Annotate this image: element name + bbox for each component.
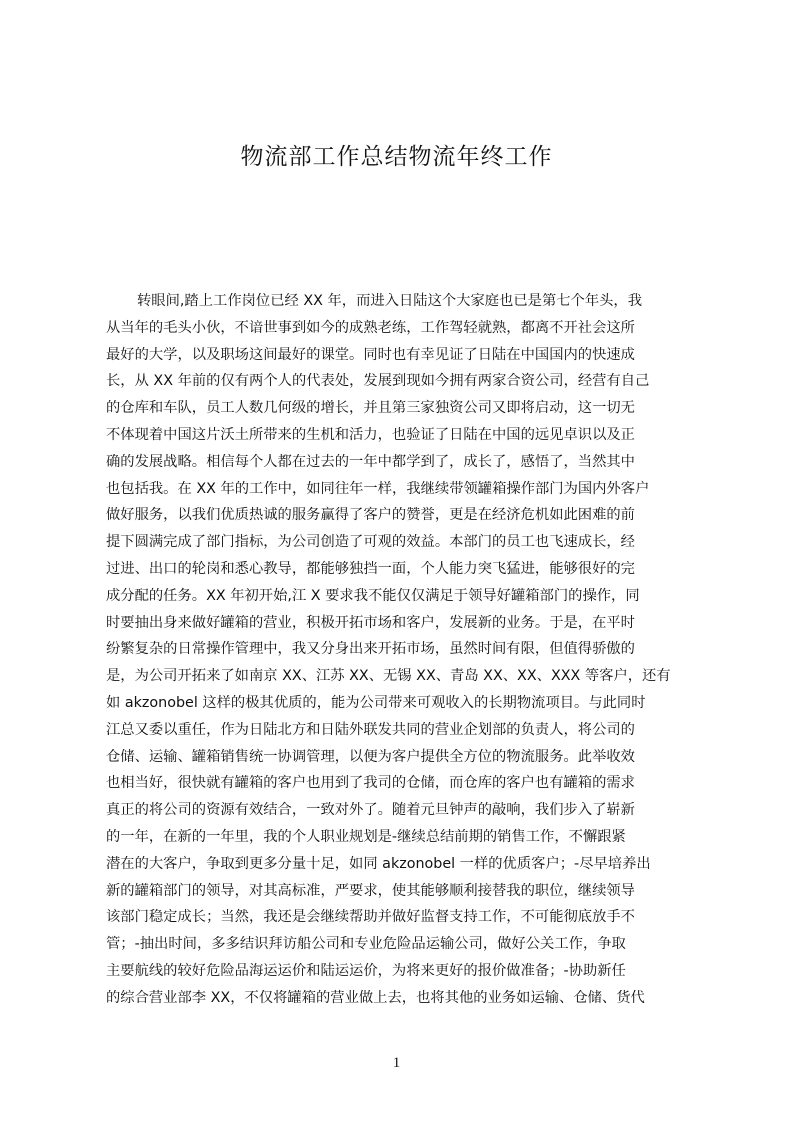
text-line: 仓储、运输、罐箱销售统一协调管理，以便为客户提供全方位的物流服务。此举收效 bbox=[106, 748, 635, 765]
text-line: 该部门稳定成长；当然，我还是会继续帮助并做好监督支持工作，不可能彻底放手不 bbox=[106, 909, 635, 926]
text-line: 的仓库和车队，员工人数几何级的增长，并且第三家独资公司又即将启动，这一切无 bbox=[106, 400, 635, 417]
text-line: 长，从 XX 年前的仅有两个人的代表处，发展到现如今拥有两家合资公司，经营有自己 bbox=[106, 373, 650, 390]
text-line: 做好服务，以我们优质热诚的服务赢得了客户的赞誉，更是在经济危机如此困难的前 bbox=[106, 507, 635, 524]
body-paragraph bbox=[106, 288, 700, 1018]
document-title: 物流部工作总结物流年终工作 bbox=[240, 144, 553, 170]
text-line: 新的罐箱部门的领导，对其高标准，严要求，使其能够顺利接替我的职位，继续领导 bbox=[106, 882, 635, 899]
text-line: 是，为公司开拓来了如南京 XX、江苏 XX、无锡 XX、青岛 XX、XX、XXX 等客户，还有 bbox=[106, 668, 671, 685]
text-line: 潜在的大客户，争取到更多分量十足，如同 akzonobel 一样的优质客户；-尽早培养出 bbox=[106, 855, 651, 872]
text-line: 纷繁复杂的日常操作管理中，我又分身出来开拓市场，虽然时间有限，但值得骄傲的 bbox=[106, 641, 635, 658]
text-line: 的一年，在新的一年里，我的个人职业规划是-继续总结前期的销售工作，不懈跟紧 bbox=[106, 828, 626, 845]
text-line: 的综合营业部李 XX，不仅将罐箱的营业做上去，也将其他的业务如运输、仓储、货代 bbox=[106, 989, 645, 1006]
text-line: 也包括我。在 XX 年的工作中，如同往年一样，我继续带领罐箱操作部门为国内外客户 bbox=[106, 480, 650, 497]
text-line: 主要航线的较好危险品海运运价和陆运运价，为将来更好的报价做准备；-协助新任 bbox=[106, 962, 626, 979]
page-number: 1 bbox=[392, 1055, 401, 1071]
text-line: 从当年的毛头小伙，不谙世事到如今的成熟老练，工作驾轻就熟，都离不开社会这所 bbox=[106, 319, 635, 336]
text-line: 如 akzonobel 这样的极其优质的，能为公司带来可观收入的长期物流项目。与此同时 bbox=[106, 694, 646, 711]
text-line: 确的发展战略。相信每个人都在过去的一年中都学到了，成长了，感悟了，当然其中 bbox=[106, 453, 635, 470]
text-line: 管；-抽出时间，多多结识拜访船公司和专业危险品运输公司，做好公关工作，争取 bbox=[106, 936, 626, 953]
text-line: 时要抽出身来做好罐箱的营业，积极开拓市场和客户，发展新的业务。于是，在平时 bbox=[106, 614, 635, 631]
text-line: 过进、出口的轮岗和悉心教导，都能够独挡一面，个人能力突飞猛进，能够很好的完 bbox=[106, 560, 635, 577]
text-line: 转眼间,踏上工作岗位已经 XX 年，而进入日陆这个大家庭也已是第七个年头，我 bbox=[137, 293, 643, 309]
text-line: 提下圆满完成了部门指标，为公司创造了可观的效益。本部门的员工也飞速成长，经 bbox=[106, 534, 635, 551]
text-line: 不体现着中国这片沃土所带来的生机和活力，也验证了日陆在中国的远见卓识以及正 bbox=[106, 426, 635, 443]
text-line: 江总又委以重任，作为日陆北方和日陆外联发共同的营业企划部的负责人，将公司的 bbox=[106, 721, 635, 738]
text-line: 真正的将公司的资源有效结合，一致对外了。随着元旦钟声的敲响，我们步入了崭新 bbox=[106, 802, 635, 819]
text-line: 成分配的任务。XX 年初开始,江 X 要求我不能仅仅满足于领导好罐箱部门的操作，同 bbox=[106, 587, 640, 604]
text-line: 最好的大学，以及职场这间最好的课堂。同时也有幸见证了日陆在中国国内的快速成 bbox=[106, 346, 635, 363]
text-line: 也相当好，很快就有罐箱的客户也用到了我司的仓储，而仓库的客户也有罐箱的需求 bbox=[106, 775, 635, 792]
